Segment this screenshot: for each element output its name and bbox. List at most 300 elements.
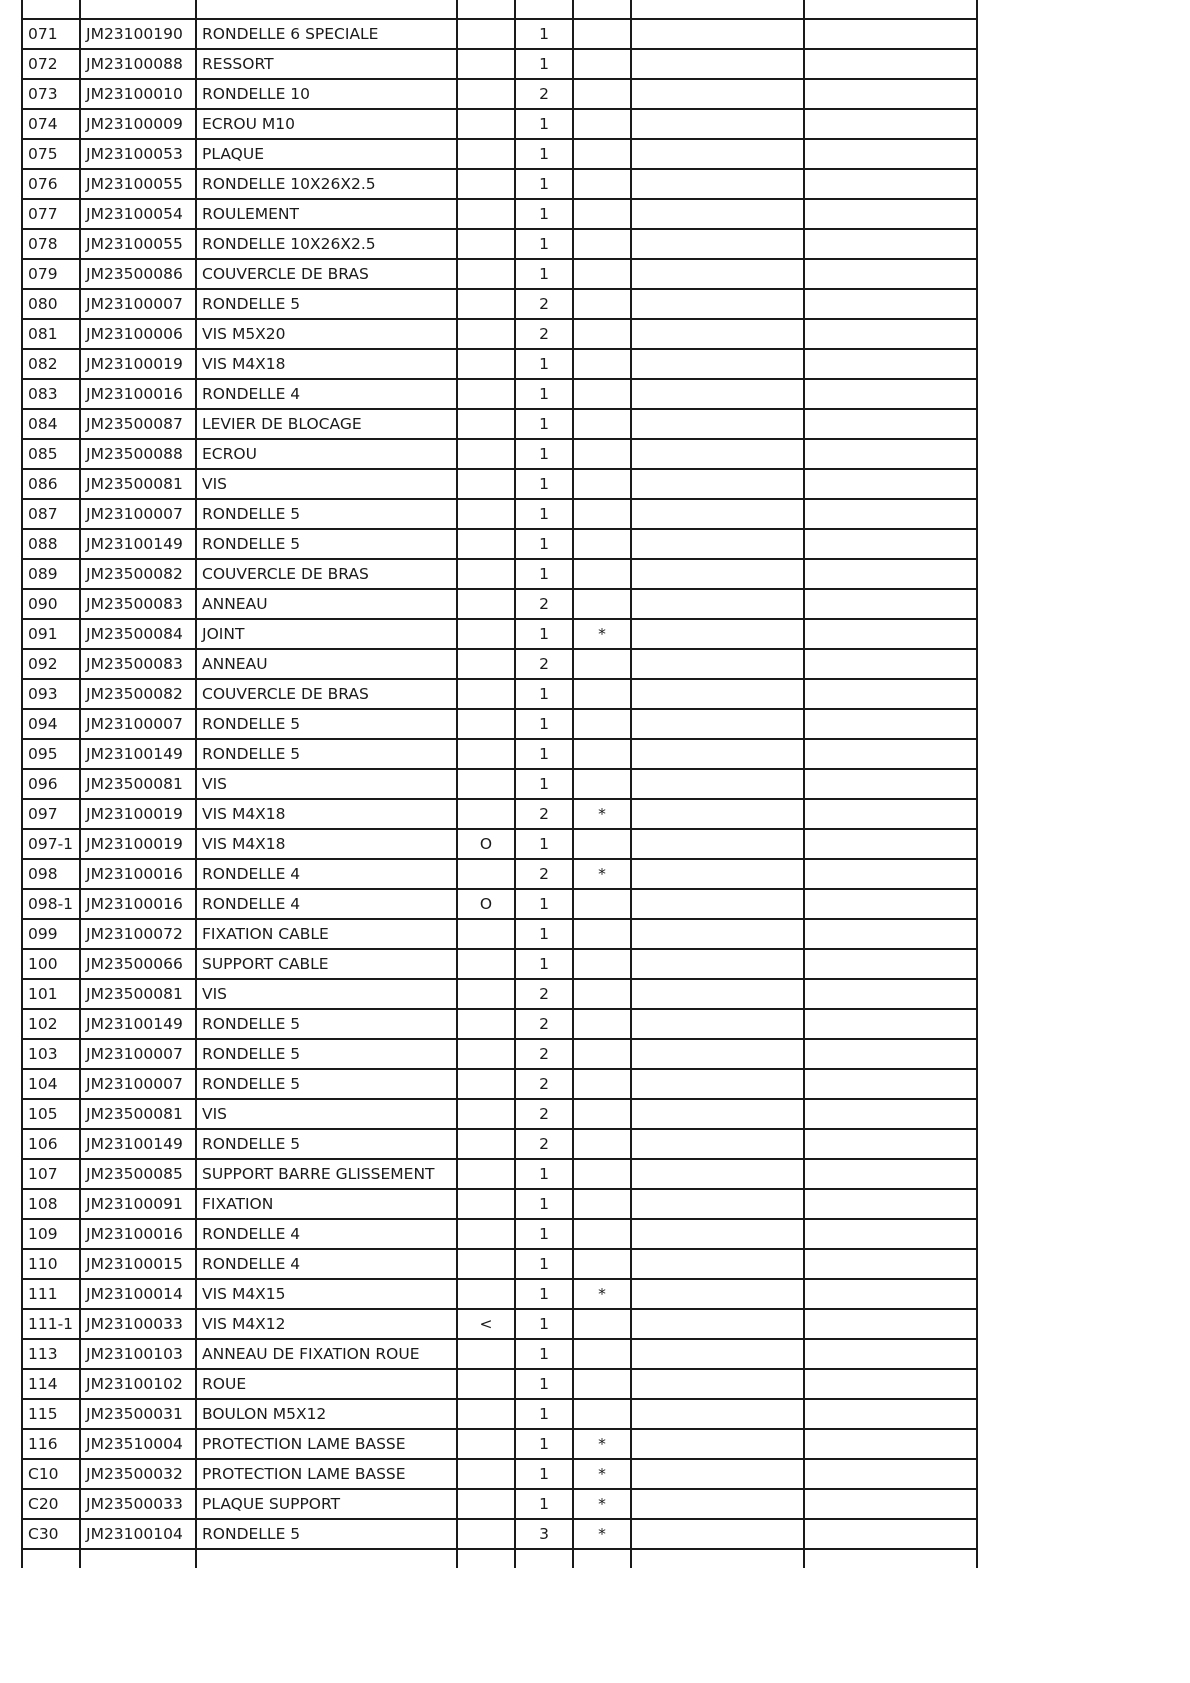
blank-cell (804, 589, 977, 619)
blank-cell (804, 1189, 977, 1219)
part-description-cell: RONDELLE 4 (196, 889, 457, 919)
table-row (22, 1429, 977, 1459)
part-code-cell: JM23100007 (80, 289, 196, 319)
blank-cell (804, 379, 977, 409)
part-mark-cell (573, 679, 631, 709)
blank-cell (804, 739, 977, 769)
part-mark-cell: * (573, 1519, 631, 1549)
part-code-cell: JM23100149 (80, 529, 196, 559)
part-ref-cell: 074 (22, 109, 80, 139)
part-quantity-cell: 2 (515, 1039, 573, 1069)
part-description-cell: RONDELLE 5 (196, 499, 457, 529)
part-code-cell: JM23100016 (80, 1219, 196, 1249)
part-ref-cell: 097-1 (22, 829, 80, 859)
part-quantity-cell: 1 (515, 1279, 573, 1309)
table-row (22, 739, 977, 769)
part-code-cell: JM23500033 (80, 1489, 196, 1519)
blank-cell (804, 1249, 977, 1279)
part-quantity-cell: 2 (515, 1099, 573, 1129)
part-mark-cell (573, 409, 631, 439)
part-option-cell (457, 1069, 515, 1099)
part-quantity-cell: 1 (515, 199, 573, 229)
part-mark-cell (573, 1309, 631, 1339)
part-quantity-cell: 2 (515, 799, 573, 829)
part-code-cell: JM23500088 (80, 439, 196, 469)
part-option-cell (457, 769, 515, 799)
part-quantity-cell: 2 (515, 1069, 573, 1099)
part-ref-cell: C20 (22, 1489, 80, 1519)
part-mark-cell (573, 1189, 631, 1219)
part-quantity-cell: 2 (515, 289, 573, 319)
part-quantity-cell: 1 (515, 169, 573, 199)
part-ref-cell: 107 (22, 1159, 80, 1189)
part-ref-cell: 104 (22, 1069, 80, 1099)
blank-cell (631, 289, 804, 319)
part-ref-cell: 089 (22, 559, 80, 589)
part-mark-cell (573, 739, 631, 769)
blank-cell (804, 49, 977, 79)
blank-cell (804, 19, 977, 49)
part-mark-cell (573, 19, 631, 49)
blank-cell (631, 1339, 804, 1369)
table-row (22, 199, 977, 229)
part-description-cell: ANNEAU DE FIXATION ROUE (196, 1339, 457, 1369)
part-quantity-cell: 1 (515, 469, 573, 499)
blank-cell (631, 319, 804, 349)
blank-cell (804, 199, 977, 229)
blank-cell (804, 1009, 977, 1039)
part-quantity-cell: 1 (515, 739, 573, 769)
part-code-cell: JM23100149 (80, 1129, 196, 1159)
table-row (22, 439, 977, 469)
part-code-cell: JM23500081 (80, 769, 196, 799)
blank-cell (631, 1489, 804, 1519)
blank-cell (804, 79, 977, 109)
part-description-cell: RONDELLE 5 (196, 1519, 457, 1549)
blank-cell (804, 349, 977, 379)
table-row (22, 559, 977, 589)
blank-cell (804, 1099, 977, 1129)
blank-cell (804, 169, 977, 199)
part-description-cell: RONDELLE 4 (196, 859, 457, 889)
part-description-cell: SUPPORT CABLE (196, 949, 457, 979)
table-row (22, 1099, 977, 1129)
blank-cell (804, 1129, 977, 1159)
part-mark-cell (573, 259, 631, 289)
part-code-cell: JM23100053 (80, 139, 196, 169)
part-description-cell: LEVIER DE BLOCAGE (196, 409, 457, 439)
part-ref-cell: 103 (22, 1039, 80, 1069)
blank-cell (631, 1459, 804, 1489)
table-row (22, 79, 977, 109)
part-code-cell: JM23100088 (80, 49, 196, 79)
blank-cell (631, 199, 804, 229)
table-row (22, 1039, 977, 1069)
part-mark-cell (573, 529, 631, 559)
part-option-cell (457, 109, 515, 139)
table-row (22, 769, 977, 799)
part-option-cell (457, 1189, 515, 1219)
part-quantity-cell: 2 (515, 979, 573, 1009)
blank-cell (804, 619, 977, 649)
part-code-cell: JM23100054 (80, 199, 196, 229)
table-row (22, 889, 977, 919)
part-option-cell (457, 619, 515, 649)
part-ref-cell: 098-1 (22, 889, 80, 919)
part-code-cell: JM23100104 (80, 1519, 196, 1549)
blank-cell (631, 949, 804, 979)
part-ref-cell: 099 (22, 919, 80, 949)
part-ref-cell: 081 (22, 319, 80, 349)
blank-cell (804, 319, 977, 349)
blank-cell (631, 469, 804, 499)
part-quantity-cell: 1 (515, 19, 573, 49)
blank-cell (631, 1039, 804, 1069)
part-description-cell: ANNEAU (196, 649, 457, 679)
blank-cell (804, 769, 977, 799)
table-row (22, 619, 977, 649)
blank-cell (804, 1519, 977, 1549)
part-code-cell: JM23100016 (80, 859, 196, 889)
table-row (22, 949, 977, 979)
blank-cell (631, 919, 804, 949)
blank-cell (804, 1219, 977, 1249)
part-mark-cell (573, 1219, 631, 1249)
blank-cell (631, 379, 804, 409)
table-row (22, 409, 977, 439)
table-row (22, 319, 977, 349)
part-mark-cell (573, 1159, 631, 1189)
blank-cell (631, 1069, 804, 1099)
blank-cell (631, 49, 804, 79)
part-ref-cell: 080 (22, 289, 80, 319)
part-quantity-cell: 1 (515, 499, 573, 529)
part-description-cell: RONDELLE 5 (196, 1069, 457, 1099)
table-row (22, 529, 977, 559)
part-ref-cell: 090 (22, 589, 80, 619)
part-option-cell (457, 79, 515, 109)
part-code-cell: JM23100103 (80, 1339, 196, 1369)
part-description-cell: RONDELLE 5 (196, 1009, 457, 1039)
part-code-cell: JM23500086 (80, 259, 196, 289)
part-description-cell: BOULON M5X12 (196, 1399, 457, 1429)
part-mark-cell: * (573, 859, 631, 889)
part-option-cell (457, 1099, 515, 1129)
part-ref-cell: 073 (22, 79, 80, 109)
part-option-cell (457, 1489, 515, 1519)
part-option-cell: O (457, 889, 515, 919)
part-code-cell: JM23100072 (80, 919, 196, 949)
part-mark-cell (573, 169, 631, 199)
part-code-cell: JM23100091 (80, 1189, 196, 1219)
part-ref-cell: 110 (22, 1249, 80, 1279)
part-option-cell (457, 589, 515, 619)
blank-cell (804, 109, 977, 139)
part-option-cell (457, 1519, 515, 1549)
part-code-cell: JM23100033 (80, 1309, 196, 1339)
blank-cell (631, 1309, 804, 1339)
part-code-cell: JM23500084 (80, 619, 196, 649)
table-row (22, 1189, 977, 1219)
part-description-cell: FIXATION (196, 1189, 457, 1219)
blank-cell (804, 979, 977, 1009)
blank-cell (631, 1159, 804, 1189)
part-code-cell: JM23510004 (80, 1429, 196, 1459)
blank-cell (631, 709, 804, 739)
part-quantity-cell: 1 (515, 1339, 573, 1369)
part-ref-cell: 108 (22, 1189, 80, 1219)
part-mark-cell (573, 1069, 631, 1099)
table-row (22, 1159, 977, 1189)
part-code-cell: JM23100010 (80, 79, 196, 109)
part-description-cell: RONDELLE 6 SPECIALE (196, 19, 457, 49)
part-mark-cell (573, 589, 631, 619)
part-description-cell: PLAQUE SUPPORT (196, 1489, 457, 1519)
part-ref-cell: 102 (22, 1009, 80, 1039)
table-row (22, 1519, 977, 1549)
part-description-cell: VIS (196, 769, 457, 799)
part-code-cell: JM23100055 (80, 229, 196, 259)
part-quantity-cell: 1 (515, 409, 573, 439)
part-description-cell: FIXATION CABLE (196, 919, 457, 949)
part-description-cell: VIS (196, 1099, 457, 1129)
part-ref-cell: 109 (22, 1219, 80, 1249)
part-ref-cell: 105 (22, 1099, 80, 1129)
blank-cell (804, 289, 977, 319)
part-quantity-cell: 1 (515, 109, 573, 139)
part-ref-cell: 114 (22, 1369, 80, 1399)
blank-cell (631, 1279, 804, 1309)
part-mark-cell: * (573, 1459, 631, 1489)
blank-cell (804, 859, 977, 889)
blank-cell (631, 79, 804, 109)
part-option-cell (457, 979, 515, 1009)
part-ref-cell: 097 (22, 799, 80, 829)
parts-table-body (22, 0, 977, 1568)
part-description-cell: RESSORT (196, 49, 457, 79)
part-ref-cell: 076 (22, 169, 80, 199)
part-option-cell (457, 49, 515, 79)
blank-cell (804, 439, 977, 469)
part-option-cell (457, 1429, 515, 1459)
part-mark-cell (573, 1099, 631, 1129)
blank-cell (631, 499, 804, 529)
part-option-cell (457, 289, 515, 319)
part-quantity-cell: 1 (515, 919, 573, 949)
part-mark-cell: * (573, 799, 631, 829)
part-mark-cell (573, 649, 631, 679)
part-description-cell: SUPPORT BARRE GLISSEMENT (196, 1159, 457, 1189)
part-description-cell: RONDELLE 5 (196, 739, 457, 769)
part-ref-cell: 101 (22, 979, 80, 1009)
part-code-cell: JM23500083 (80, 649, 196, 679)
part-description-cell: ROULEMENT (196, 199, 457, 229)
part-mark-cell (573, 949, 631, 979)
part-description-cell: COUVERCLE DE BRAS (196, 679, 457, 709)
part-mark-cell (573, 49, 631, 79)
part-code-cell: JM23100007 (80, 1069, 196, 1099)
part-ref-cell: 079 (22, 259, 80, 289)
blank-cell (804, 1069, 977, 1099)
blank-cell (804, 1339, 977, 1369)
part-mark-cell (573, 709, 631, 739)
part-option-cell: < (457, 1309, 515, 1339)
part-quantity-cell: 2 (515, 79, 573, 109)
part-quantity-cell: 1 (515, 829, 573, 859)
part-option-cell (457, 169, 515, 199)
part-description-cell: VIS (196, 469, 457, 499)
part-option-cell (457, 649, 515, 679)
part-quantity-cell: 1 (515, 259, 573, 289)
part-quantity-cell: 1 (515, 679, 573, 709)
table-continuation-bottom (22, 1549, 977, 1568)
blank-cell (631, 769, 804, 799)
part-description-cell: COUVERCLE DE BRAS (196, 259, 457, 289)
part-quantity-cell: 3 (515, 1519, 573, 1549)
part-code-cell: JM23500085 (80, 1159, 196, 1189)
part-option-cell (457, 709, 515, 739)
part-description-cell: ECROU M10 (196, 109, 457, 139)
blank-cell (804, 1489, 977, 1519)
blank-cell (631, 589, 804, 619)
blank-cell (631, 739, 804, 769)
blank-cell (804, 1369, 977, 1399)
blank-cell (804, 559, 977, 589)
table-row (22, 1219, 977, 1249)
part-quantity-cell: 1 (515, 769, 573, 799)
part-quantity-cell: 1 (515, 1249, 573, 1279)
part-mark-cell (573, 1399, 631, 1429)
blank-cell (804, 1459, 977, 1489)
part-option-cell (457, 469, 515, 499)
part-option-cell (457, 799, 515, 829)
part-quantity-cell: 1 (515, 529, 573, 559)
part-description-cell: VIS M4X15 (196, 1279, 457, 1309)
part-description-cell: ECROU (196, 439, 457, 469)
part-code-cell: JM23500032 (80, 1459, 196, 1489)
part-option-cell (457, 1129, 515, 1159)
part-description-cell: PLAQUE (196, 139, 457, 169)
part-code-cell: JM23100015 (80, 1249, 196, 1279)
blank-cell (804, 709, 977, 739)
part-quantity-cell: 1 (515, 1459, 573, 1489)
part-mark-cell (573, 979, 631, 1009)
blank-cell (631, 649, 804, 679)
part-code-cell: JM23100019 (80, 349, 196, 379)
part-option-cell (457, 1339, 515, 1369)
blank-cell (631, 169, 804, 199)
part-option-cell: O (457, 829, 515, 859)
part-code-cell: JM23100014 (80, 1279, 196, 1309)
part-option-cell (457, 349, 515, 379)
part-mark-cell (573, 499, 631, 529)
blank-cell (631, 529, 804, 559)
part-description-cell: RONDELLE 10X26X2.5 (196, 229, 457, 259)
blank-cell (804, 1399, 977, 1429)
part-mark-cell (573, 109, 631, 139)
blank-cell (804, 649, 977, 679)
table-row (22, 229, 977, 259)
part-mark-cell (573, 889, 631, 919)
part-ref-cell: 071 (22, 19, 80, 49)
part-mark-cell (573, 439, 631, 469)
part-quantity-cell: 1 (515, 1369, 573, 1399)
blank-cell (631, 679, 804, 709)
part-mark-cell (573, 469, 631, 499)
part-ref-cell: 111-1 (22, 1309, 80, 1339)
part-option-cell (457, 259, 515, 289)
part-description-cell: PROTECTION LAME BASSE (196, 1459, 457, 1489)
part-ref-cell: 072 (22, 49, 80, 79)
blank-cell (631, 439, 804, 469)
part-mark-cell (573, 79, 631, 109)
part-mark-cell (573, 139, 631, 169)
blank-cell (631, 799, 804, 829)
part-option-cell (457, 559, 515, 589)
table-row (22, 799, 977, 829)
part-ref-cell: 084 (22, 409, 80, 439)
part-code-cell: JM23100009 (80, 109, 196, 139)
blank-cell (804, 139, 977, 169)
part-option-cell (457, 379, 515, 409)
blank-cell (631, 619, 804, 649)
part-option-cell (457, 1399, 515, 1429)
part-description-cell: RONDELLE 10 (196, 79, 457, 109)
part-quantity-cell: 2 (515, 589, 573, 619)
blank-cell (631, 1099, 804, 1129)
part-quantity-cell: 1 (515, 379, 573, 409)
blank-cell (631, 859, 804, 889)
part-ref-cell: 083 (22, 379, 80, 409)
part-mark-cell (573, 1249, 631, 1279)
part-quantity-cell: 1 (515, 559, 573, 589)
part-code-cell: JM23500082 (80, 559, 196, 589)
blank-cell (631, 1129, 804, 1159)
blank-cell (631, 1249, 804, 1279)
part-ref-cell: 088 (22, 529, 80, 559)
part-mark-cell (573, 1039, 631, 1069)
part-ref-cell: 091 (22, 619, 80, 649)
part-ref-cell: 092 (22, 649, 80, 679)
part-mark-cell (573, 919, 631, 949)
part-quantity-cell: 1 (515, 889, 573, 919)
part-ref-cell: 077 (22, 199, 80, 229)
part-quantity-cell: 1 (515, 49, 573, 79)
part-quantity-cell: 1 (515, 1399, 573, 1429)
part-mark-cell (573, 349, 631, 379)
part-option-cell (457, 19, 515, 49)
part-description-cell: RONDELLE 5 (196, 1129, 457, 1159)
part-quantity-cell: 1 (515, 439, 573, 469)
part-mark-cell: * (573, 1489, 631, 1519)
table-row (22, 1369, 977, 1399)
part-mark-cell (573, 1129, 631, 1159)
part-mark-cell: * (573, 619, 631, 649)
part-description-cell: VIS (196, 979, 457, 1009)
table-row (22, 1399, 977, 1429)
table-row (22, 499, 977, 529)
table-row (22, 469, 977, 499)
blank-cell (631, 1009, 804, 1039)
blank-cell (631, 1429, 804, 1459)
table-row (22, 649, 977, 679)
blank-cell (631, 19, 804, 49)
part-ref-cell: 113 (22, 1339, 80, 1369)
table-row (22, 169, 977, 199)
part-option-cell (457, 319, 515, 349)
part-ref-cell: 078 (22, 229, 80, 259)
part-option-cell (457, 199, 515, 229)
